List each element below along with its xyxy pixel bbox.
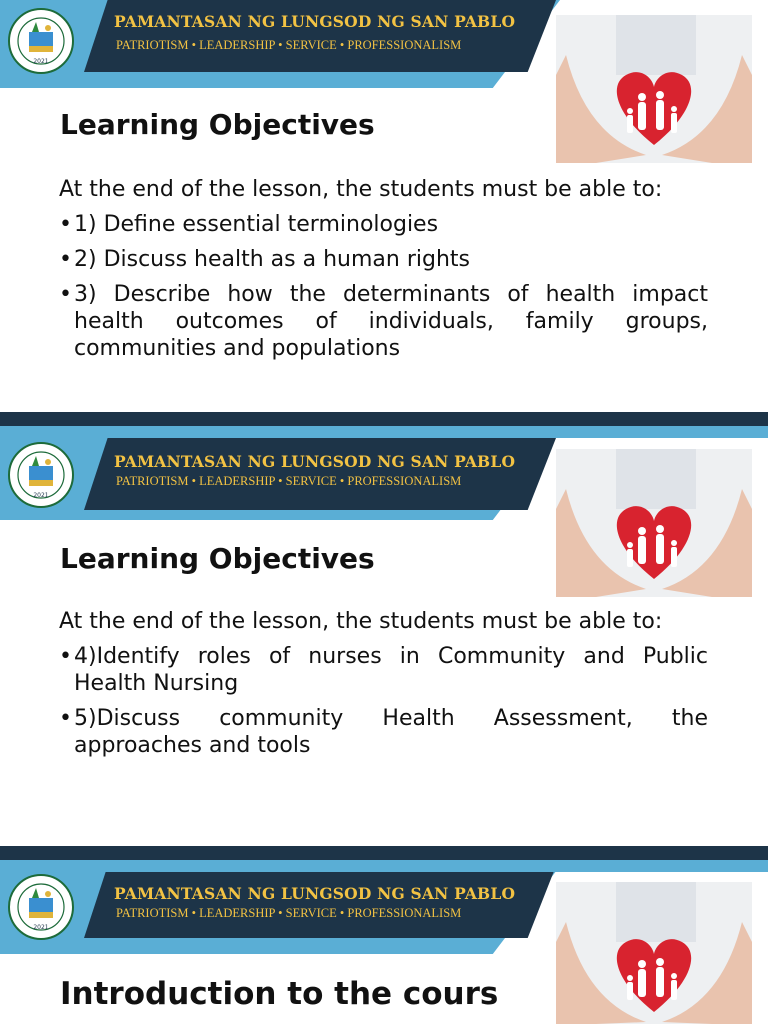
bullet: • bbox=[59, 282, 72, 307]
logo-year: 2021 bbox=[33, 492, 49, 499]
objectives-intro: At the end of the lesson, the students must be able to: bbox=[59, 609, 663, 634]
university-name: PAMANTASAN NG LUNGSOD NG SAN PABLO bbox=[114, 884, 516, 903]
slide-2 bbox=[0, 438, 768, 843]
university-motto: PATRIOTISM • LEADERSHIP • SERVICE • PROFESSIONALISM bbox=[116, 474, 462, 488]
slide-title: Introduction to the cours bbox=[60, 976, 499, 1012]
header-banner-dark bbox=[84, 0, 556, 72]
heart-hands-photo bbox=[556, 15, 752, 163]
slide-divider-light bbox=[0, 860, 768, 872]
logo-year: 2021 bbox=[33, 58, 49, 65]
university-motto: PATRIOTISM • LEADERSHIP • SERVICE • PROFESSIONALISM bbox=[116, 906, 462, 920]
objective-item: • 4)Identify roles of nurses in Community and Public Health Nursing bbox=[59, 644, 708, 696]
objectives-list bbox=[59, 211, 708, 362]
objective-item: • 5)Discuss community Health Assessment, the approaches and tools bbox=[59, 706, 708, 758]
university-seal-logo bbox=[8, 874, 74, 940]
university-seal-logo bbox=[8, 442, 74, 508]
heart-hands-photo bbox=[556, 882, 752, 1024]
slide-title: Learning Objectives bbox=[60, 542, 375, 575]
objective-item: • 3) Describe how the determinants of health impact health outcomes of individuals, family groups, communities and populations bbox=[59, 282, 708, 361]
university-name: PAMANTASAN NG LUNGSOD NG SAN PABLO bbox=[114, 12, 516, 31]
objectives-intro: At the end of the lesson, the students must be able to: bbox=[59, 177, 663, 202]
objectives-list bbox=[59, 643, 708, 759]
header-banner-dark bbox=[84, 872, 556, 938]
objective-item: • 2) Discuss health as a human rights bbox=[59, 247, 470, 272]
bullet: • bbox=[59, 644, 72, 669]
bullet: • bbox=[59, 212, 72, 237]
university-name: PAMANTASAN NG LUNGSOD NG SAN PABLO bbox=[114, 452, 516, 471]
slide-divider-dark bbox=[0, 846, 768, 860]
university-seal-logo bbox=[8, 8, 74, 74]
bullet: • bbox=[59, 706, 72, 731]
slide-body bbox=[59, 176, 708, 370]
slide-divider-light bbox=[0, 426, 768, 438]
slide-1 bbox=[0, 0, 768, 412]
university-motto: PATRIOTISM • LEADERSHIP • SERVICE • PROFESSIONALISM bbox=[116, 38, 462, 52]
slide-body bbox=[59, 608, 708, 767]
objective-item: • 1) Define essential terminologies bbox=[59, 212, 439, 237]
bullet: • bbox=[59, 247, 72, 272]
heart-hands-photo bbox=[556, 449, 752, 597]
slide-3 bbox=[0, 872, 768, 1024]
logo-year: 2021 bbox=[33, 924, 49, 931]
slide-title: Learning Objectives bbox=[60, 108, 375, 141]
slide-divider-dark bbox=[0, 412, 768, 426]
